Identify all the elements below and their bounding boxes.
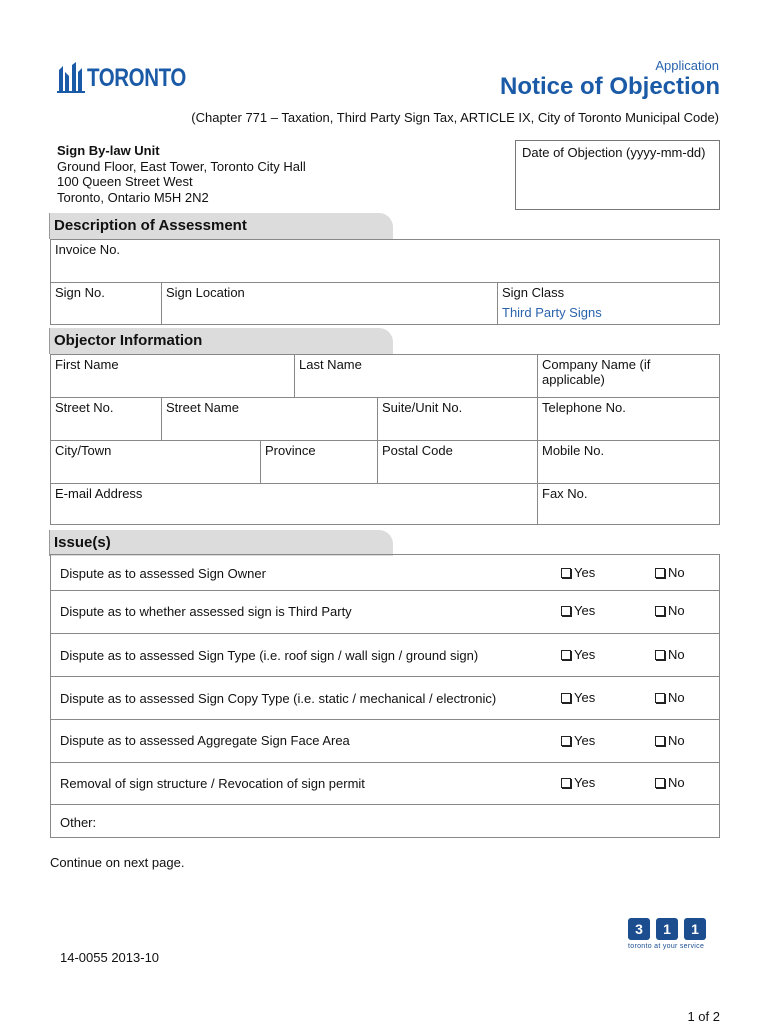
city-town-label: City/Town [55, 443, 112, 458]
address-line: 100 Queen Street West [57, 174, 193, 189]
badge-digit: 1 [684, 918, 706, 940]
no-option[interactable]: No [655, 775, 685, 790]
invoice-no-label: Invoice No. [55, 242, 121, 257]
checkbox-icon[interactable] [561, 650, 571, 660]
issue-text: Removal of sign structure / Revocation of sign permit [60, 776, 365, 791]
issue-row [51, 677, 719, 720]
fax-field[interactable] [538, 484, 719, 524]
issues-table [50, 554, 720, 838]
telephone-field[interactable] [538, 398, 719, 441]
yes-option[interactable]: Yes [561, 603, 595, 618]
email-label: E-mail Address [55, 486, 143, 501]
continue-note: Continue on next page. [50, 855, 185, 870]
objector-table [50, 354, 720, 525]
yes-option[interactable]: Yes [561, 647, 595, 662]
yes-option[interactable]: Yes [561, 565, 595, 580]
checkbox-icon[interactable] [561, 568, 571, 578]
postal-code-field[interactable] [378, 441, 538, 484]
issue-text: Dispute as to assessed Sign Type (i.e. roof sign / wall sign / ground sign) [60, 648, 479, 663]
sign-no-field[interactable] [51, 283, 162, 324]
last-name-label: Last Name [299, 357, 362, 372]
other-label: Other: [60, 815, 97, 830]
street-name-label: Street Name [166, 400, 239, 415]
yes-option[interactable]: Yes [561, 775, 595, 790]
date-of-objection-label: Date of Objection (yyyy-mm-dd) [522, 145, 706, 160]
province-field[interactable] [261, 441, 378, 484]
badge-tagline: toronto at your service [628, 943, 705, 950]
no-option[interactable]: No [655, 733, 685, 748]
company-name-field[interactable] [538, 355, 719, 398]
street-no-label: Street No. [55, 400, 114, 415]
last-name-field[interactable] [295, 355, 538, 398]
no-option[interactable]: No [655, 565, 685, 580]
sign-class-label: Sign Class [502, 285, 565, 300]
assessment-table [50, 239, 720, 325]
issue-text: Dispute as to assessed Sign Copy Type (i.e. static / mechanical / electronic) [60, 691, 497, 706]
badge-digit: 3 [628, 918, 650, 940]
date-of-objection-field[interactable] [515, 140, 720, 210]
first-name-field[interactable] [51, 355, 295, 398]
section-heading-objector: Objector Information [50, 328, 393, 354]
issue-text: Dispute as to assessed Sign Owner [60, 566, 266, 581]
company-name-label: Company Name (if applicable) [542, 357, 651, 387]
first-name-label: First Name [55, 357, 119, 372]
postal-code-label: Postal Code [382, 443, 453, 458]
issue-row [51, 591, 719, 634]
address-unit: Sign By-law Unit [57, 143, 160, 158]
checkbox-icon[interactable] [655, 693, 665, 703]
issue-row [51, 634, 719, 677]
issue-row [51, 555, 719, 591]
email-field[interactable] [51, 484, 538, 524]
yes-option[interactable]: Yes [561, 690, 595, 705]
checkbox-icon[interactable] [655, 606, 665, 616]
sign-location-label: Sign Location [166, 285, 245, 300]
section-heading-issues: Issue(s) [50, 530, 393, 556]
sign-class-field[interactable] [498, 283, 719, 324]
issue-row [51, 763, 719, 805]
checkbox-icon[interactable] [561, 606, 571, 616]
checkbox-icon[interactable] [655, 778, 665, 788]
address-line: Toronto, Ontario M5H 2N2 [57, 189, 209, 205]
page-title: Notice of Objection [499, 73, 720, 100]
street-no-field[interactable] [51, 398, 162, 441]
page-subtitle: (Chapter 771 – Taxation, Third Party Sign Tax, ARTICLE IX, City of Toronto Municipal Code) [191, 110, 719, 125]
sign-class-value: Third Party Signs [502, 305, 602, 320]
checkbox-icon[interactable] [561, 736, 571, 746]
page-number: 1 of 2 [687, 1009, 720, 1024]
sign-no-label: Sign No. [55, 285, 105, 300]
toronto-logo [57, 60, 186, 96]
issue-text: Dispute as to whether assessed sign is Third Party [60, 604, 352, 619]
suite-unit-field[interactable] [378, 398, 538, 441]
application-label: Application [655, 58, 719, 73]
telephone-label: Telephone No. [542, 400, 626, 415]
no-option[interactable]: No [655, 690, 685, 705]
city-hall-icon [57, 62, 87, 94]
issue-text: Dispute as to assessed Aggregate Sign Face Area [60, 733, 350, 748]
checkbox-icon[interactable] [655, 650, 665, 660]
mobile-label: Mobile No. [542, 443, 605, 458]
form-number: 14-0055 2013-10 [60, 950, 160, 965]
no-option[interactable]: No [655, 647, 685, 662]
sign-location-field[interactable] [162, 283, 498, 324]
address-line: Ground Floor, East Tower, Toronto City Hall [57, 158, 306, 174]
yes-option[interactable]: Yes [561, 733, 595, 748]
street-name-field[interactable] [162, 398, 378, 441]
checkbox-icon[interactable] [655, 568, 665, 578]
issue-row [51, 720, 719, 763]
suite-unit-label: Suite/Unit No. [382, 400, 463, 415]
no-option[interactable]: No [655, 603, 685, 618]
invoice-no-field[interactable] [51, 240, 719, 283]
other-issue-field[interactable] [51, 805, 719, 837]
logo-wordmark: TORONTO [87, 64, 186, 92]
section-heading-assessment: Description of Assessment [50, 213, 393, 239]
mobile-field[interactable] [538, 441, 719, 484]
city-town-field[interactable] [51, 441, 261, 484]
checkbox-icon[interactable] [561, 778, 571, 788]
badge-digit: 1 [656, 918, 678, 940]
badge-311-logo [628, 918, 708, 956]
checkbox-icon[interactable] [561, 693, 571, 703]
checkbox-icon[interactable] [655, 736, 665, 746]
fax-label: Fax No. [542, 486, 588, 501]
province-label: Province [265, 443, 316, 458]
mailing-address [57, 143, 306, 205]
